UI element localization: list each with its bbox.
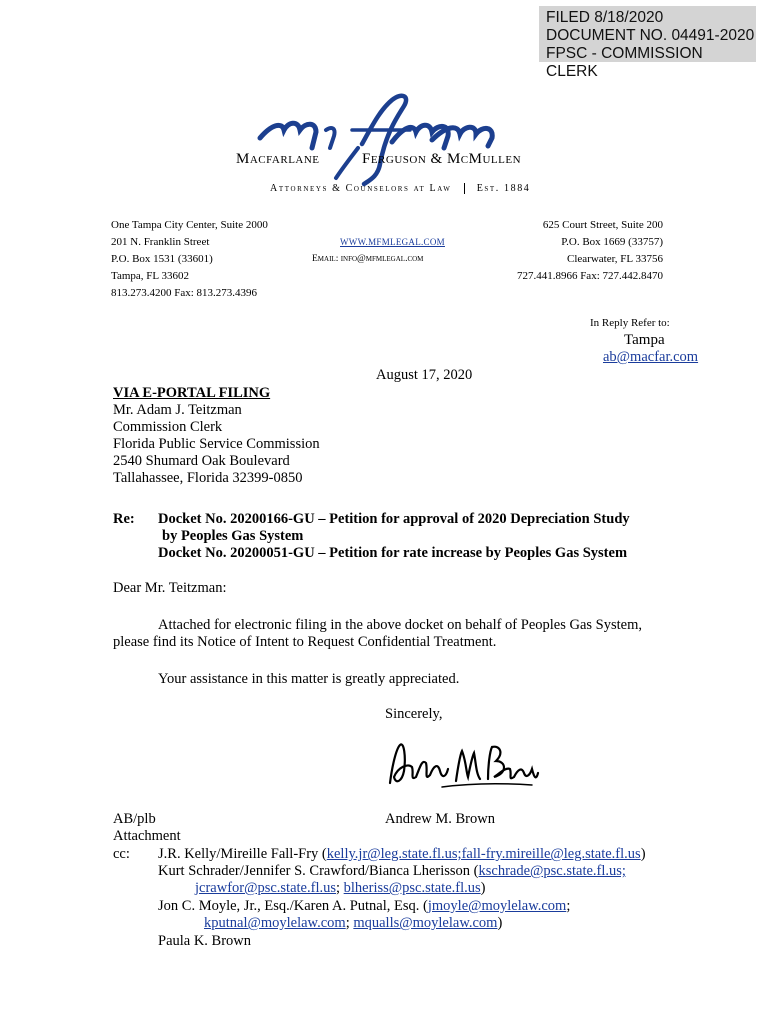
address-line: Clearwater, FL 33756 bbox=[567, 253, 663, 265]
email-info-text: Email: info@mfmlegal.com bbox=[312, 254, 424, 264]
address-line: 813.273.4200 Fax: 813.273.4396 bbox=[111, 287, 258, 299]
firm-logo bbox=[232, 86, 552, 196]
cc-line-4 bbox=[158, 898, 570, 915]
filing-stamp bbox=[539, 6, 756, 80]
stamp-document-number: DOCUMENT NO. 04491-2020 bbox=[546, 27, 755, 44]
cc-name: Kurt Schrader/Jennifer S. Crawford/Bianca Lherisson ( bbox=[158, 863, 479, 879]
cc-email-link[interactable]: jcrawfor@psc.state.fl.us bbox=[195, 880, 336, 896]
address-left bbox=[111, 217, 268, 302]
re-line-1: Docket No. 20200166-GU – Petition for approval of 2020 Depreciation Study bbox=[158, 511, 630, 527]
delivery-method: VIA E-PORTAL FILING bbox=[113, 385, 271, 401]
cc-email-link[interactable]: kelly.jr@leg.state.fl.us;fall-fry.mireille@leg.state.fl.us bbox=[326, 846, 641, 862]
cc-line-2 bbox=[158, 863, 626, 880]
cc-email-link[interactable]: kschrade@psc.state.fl.us; bbox=[478, 863, 626, 879]
re-line-2: by Peoples Gas System bbox=[162, 528, 304, 544]
cc-paren: ) bbox=[480, 880, 486, 896]
cc-line-6: Paula K. Brown bbox=[158, 933, 252, 949]
recipient-line: Commission Clerk bbox=[113, 419, 223, 435]
salutation: Dear Mr. Teitzman: bbox=[113, 580, 227, 596]
address-line: P.O. Box 1669 (33757) bbox=[561, 236, 663, 248]
established-year: Est. 1884 bbox=[476, 183, 531, 194]
re-line-3: Docket No. 20200051-GU – Petition for rate increase by Peoples Gas System bbox=[158, 545, 628, 561]
cc-line-3 bbox=[195, 880, 486, 897]
recipient-line: 2540 Shumard Oak Boulevard bbox=[113, 453, 290, 469]
attachment-note: Attachment bbox=[113, 828, 181, 844]
cc-name: Jon C. Moyle, Jr., Esq./Karen A. Putnal, Esq. ( bbox=[158, 898, 428, 914]
cc-separator: ; bbox=[566, 898, 571, 914]
address-center bbox=[340, 234, 445, 251]
website-link[interactable]: WWW.MFMLEGAL.COM bbox=[340, 237, 445, 247]
address-line: One Tampa City Center, Suite 2000 bbox=[111, 219, 268, 231]
recipient-block bbox=[113, 385, 320, 487]
cc-paren: ) bbox=[497, 915, 503, 931]
recipient-line: Florida Public Service Commission bbox=[113, 436, 320, 452]
reply-email-link[interactable]: ab@macfar.com bbox=[603, 349, 699, 365]
closing: Sincerely, bbox=[385, 706, 443, 722]
address-line: Tampa, FL 33602 bbox=[111, 270, 189, 282]
initials: AB/plb bbox=[113, 811, 156, 827]
firm-name-left: Macfarlane bbox=[236, 151, 320, 167]
firm-tagline bbox=[270, 183, 530, 194]
recipient-line: Mr. Adam J. Teitzman bbox=[113, 402, 242, 418]
firm-name-right: Ferguson & McMullen bbox=[362, 151, 522, 167]
reply-office: Tampa bbox=[624, 332, 665, 348]
signer-name: Andrew M. Brown bbox=[385, 811, 495, 827]
recipient-line: Tallahassee, Florida 32399-0850 bbox=[113, 470, 303, 486]
stamp-clerk: FPSC - COMMISSION CLERK bbox=[546, 45, 703, 80]
letter-date: August 17, 2020 bbox=[376, 367, 473, 383]
tagline-text: Attorneys & Counselors at Law bbox=[270, 183, 452, 194]
email-info bbox=[312, 251, 423, 268]
cc-separator: ; bbox=[345, 915, 354, 931]
address-line: 727.441.8966 Fax: 727.442.8470 bbox=[516, 270, 663, 282]
address-right bbox=[495, 217, 663, 285]
cc-email-link[interactable]: kputnal@moylelaw.com bbox=[204, 915, 346, 931]
paragraph-1-line-2: please find its Notice of Intent to Request Confidential Treatment. bbox=[113, 634, 497, 650]
address-line: 625 Court Street, Suite 200 bbox=[542, 219, 663, 231]
address-line: 201 N. Franklin Street bbox=[111, 236, 210, 248]
cc-paren: ) bbox=[640, 846, 646, 862]
stamp-filed-date: FILED 8/18/2020 bbox=[546, 9, 664, 26]
cc-line-1 bbox=[158, 846, 646, 863]
cc-email-link[interactable]: jmoyle@moylelaw.com bbox=[427, 898, 567, 914]
cc-separator: ; bbox=[336, 880, 344, 896]
paragraph-1-line-1: Attached for electronic filing in the above docket on behalf of Peoples Gas System, bbox=[158, 617, 642, 633]
re-label: Re: bbox=[113, 511, 135, 527]
reply-label: In Reply Refer to: bbox=[590, 317, 670, 329]
cc-label: cc: bbox=[113, 846, 130, 862]
cc-email-link[interactable]: mqualls@moylelaw.com bbox=[353, 915, 498, 931]
address-line: P.O. Box 1531 (33601) bbox=[111, 253, 213, 265]
handwritten-signature bbox=[382, 737, 542, 793]
paragraph-2: Your assistance in this matter is greatly appreciated. bbox=[158, 671, 460, 687]
cc-line-5 bbox=[204, 915, 502, 932]
cc-email-link[interactable]: blheriss@psc.state.fl.us bbox=[343, 880, 481, 896]
cc-name: J.R. Kelly/Mireille Fall-Fry ( bbox=[158, 846, 327, 862]
